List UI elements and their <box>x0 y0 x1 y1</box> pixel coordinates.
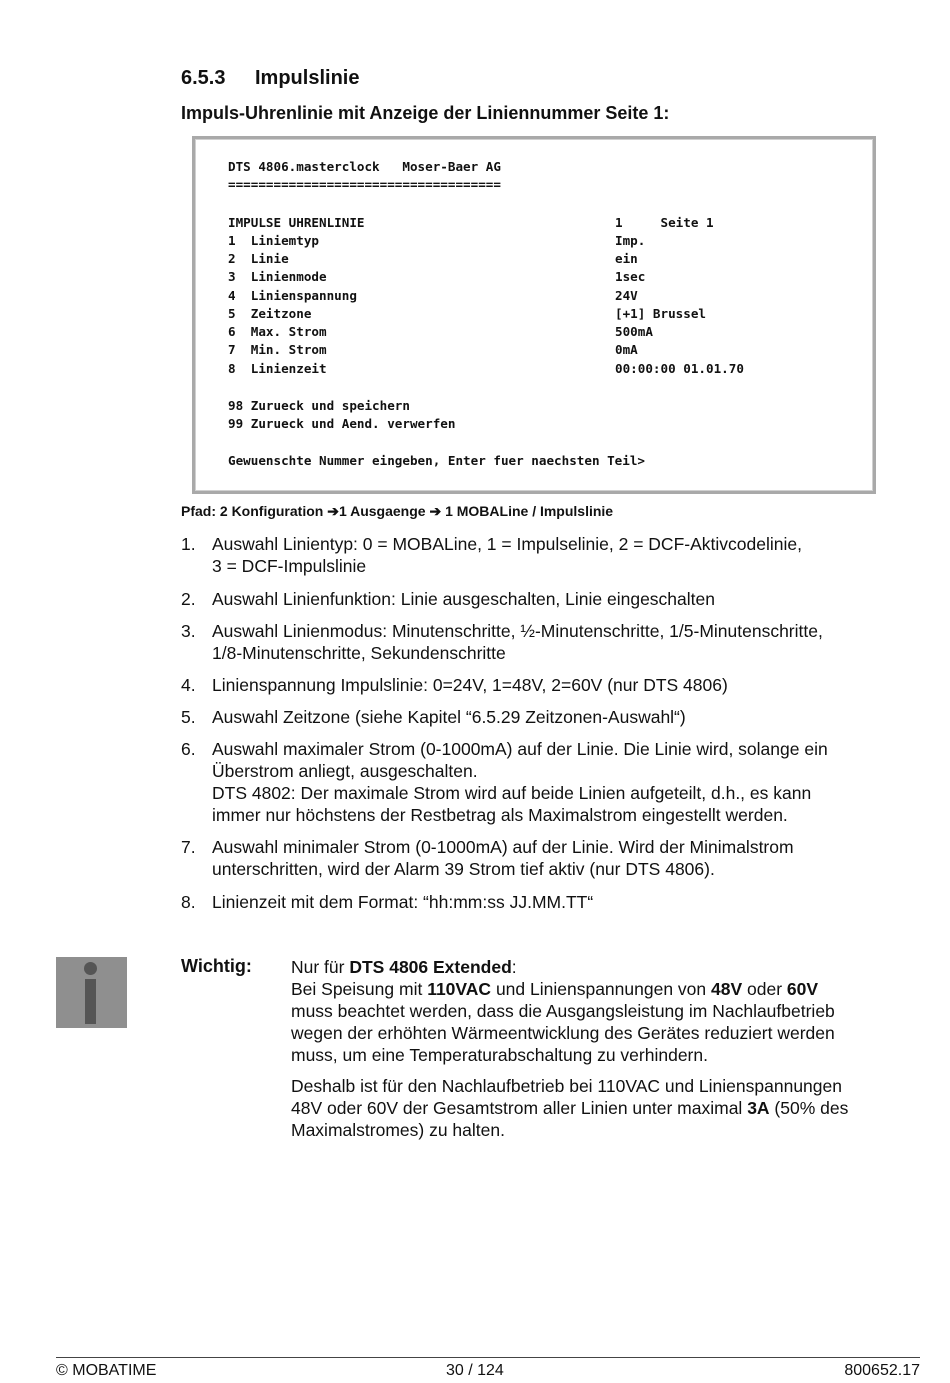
terminal-row-value: [+1] Brussel <box>615 306 706 321</box>
list-item <box>181 620 921 664</box>
list-item-text: 1/8-Minutenschritte, Sekundenschritte <box>212 643 506 663</box>
list-item-text: Linienzeit mit dem Format: “hh:mm:ss JJ.MM.TT“ <box>212 892 594 912</box>
note-text: Maximalstromes) zu halten. <box>291 1120 505 1140</box>
terminal-row-label: 3 Linienmode <box>228 269 327 284</box>
terminal-row-label: 4 Linienspannung <box>228 288 357 303</box>
list-item-text: Auswahl Linientyp: 0 = MOBALine, 1 = Impulselinie, 2 = DCF-Aktivcodelinie, <box>212 534 802 554</box>
list-item-number: 1. <box>181 534 196 554</box>
terminal-row-value: ein <box>615 251 638 266</box>
note-bold-text: DTS 4806 Extended <box>349 957 512 977</box>
list-item-text: Auswahl Linienfunktion: Linie ausgeschalten, Linie eingeschalten <box>212 589 715 609</box>
terminal-row-label: 7 Min. Strom <box>228 342 327 357</box>
terminal-row-label: 6 Max. Strom <box>228 324 327 339</box>
terminal-row-label: 8 Linienzeit <box>228 361 327 376</box>
list-item <box>181 891 921 913</box>
list-item-number: 7. <box>181 837 196 857</box>
list-item-text: Auswahl minimaler Strom (0-1000mA) auf der Linie. Wird der Minimalstrom <box>212 837 794 857</box>
terminal-row-label: 1 Liniemtyp <box>228 233 319 248</box>
footer-divider <box>56 1357 920 1358</box>
note-text: muss beachtet werden, dass die Ausgangsleistung im Nachlaufbetrieb <box>291 1001 835 1021</box>
list-item <box>181 706 921 728</box>
note-paragraph-2 <box>291 1075 911 1141</box>
terminal-save-option: 98 Zurueck und speichern <box>228 398 410 413</box>
footer-page-number: 30 / 124 <box>446 1362 504 1379</box>
section-title: Impulslinie <box>255 67 360 89</box>
note-bold-text: 110VAC <box>427 979 492 999</box>
note-text: oder <box>742 979 787 999</box>
list-item <box>181 738 921 826</box>
note-text: Bei Speisung mit <box>291 979 428 999</box>
terminal-separator: ==================================== <box>228 177 501 192</box>
note-bold-text: 48V <box>711 979 743 999</box>
footer-copyright: © MOBATIME <box>56 1362 157 1379</box>
list-item-text: 3 = DCF-Impulslinie <box>212 556 367 576</box>
list-item-text: Auswahl maximaler Strom (0-1000mA) auf der Linie. Die Linie wird, solange ein <box>212 739 828 759</box>
section-number: 6.5.3 <box>181 67 226 89</box>
terminal-row-value: 500mA <box>615 324 653 339</box>
terminal-header: DTS 4806.masterclock Moser-Baer AG <box>228 159 501 174</box>
note-text: : <box>511 957 517 977</box>
list-item-number: 2. <box>181 589 196 609</box>
terminal-row-label: 2 Linie <box>228 251 289 266</box>
note-text: (50% des <box>769 1098 849 1118</box>
terminal-row-value: 00:00:00 01.01.70 <box>615 361 744 376</box>
section-heading <box>181 67 359 90</box>
footer-document-number: 800652.17 <box>844 1362 920 1379</box>
list-item <box>181 674 921 696</box>
list-item-text: Auswahl Zeitzone (siehe Kapitel “6.5.29 Zeitzonen-Auswahl“) <box>212 707 686 727</box>
note-text: wegen der erhöhten Wärmeentwicklung des Gerätes reduziert werden <box>291 1023 835 1043</box>
terminal-row-value: Imp. <box>615 233 646 248</box>
list-item-text: immer nur höchstens der Restbetrag als Maximalstrom eingestellt werden. <box>212 805 788 825</box>
list-item <box>181 533 921 577</box>
note-bold-text: 60V <box>786 979 819 999</box>
note-text: Nur für <box>291 957 350 977</box>
list-item <box>181 588 921 610</box>
terminal-row-value: 24V <box>615 288 638 303</box>
note-paragraph-1 <box>291 956 911 1066</box>
note-text: und Linienspannungen von <box>491 979 711 999</box>
list-item-text: unterschritten, wird der Alarm 39 Strom tief aktiv (nur DTS 4806). <box>212 859 715 879</box>
note-text: 48V oder 60V der Gesamtstrom aller Linien unter maximal <box>291 1098 748 1118</box>
terminal-title: IMPULSE UHRENLINIE <box>228 215 365 230</box>
list-item-text: Auswahl Linienmodus: Minutenschritte, ½-Minutenschritte, 1/5-Minutenschritte, <box>212 621 823 641</box>
terminal-row-label: 5 Zeitzone <box>228 306 312 321</box>
list-item-number: 5. <box>181 707 196 727</box>
list-item-number: 6. <box>181 739 196 759</box>
terminal-discard-option: 99 Zurueck und Aend. verwerfen <box>228 416 456 431</box>
list-item-text: DTS 4802: Der maximale Strom wird auf beide Linien aufgeteilt, d.h., es kann <box>212 783 812 803</box>
terminal-row-value: 0mA <box>615 342 638 357</box>
note-bold-text: 3A <box>747 1098 770 1118</box>
list-item-number: 4. <box>181 675 196 695</box>
list-item-number: 3. <box>181 621 196 641</box>
terminal-screen <box>192 136 876 494</box>
note-label: Wichtig: <box>181 956 252 976</box>
subheading: Impuls-Uhrenlinie mit Anzeige der Liniennummer Seite 1: <box>181 103 670 123</box>
terminal-prompt: Gewuenschte Nummer eingeben, Enter fuer naechsten Teil> <box>228 453 646 468</box>
menu-path: Pfad: 2 Konfiguration ➔1 Ausgaenge ➔ 1 MOBALine / Impulslinie <box>181 503 614 519</box>
terminal-title-value: 1 Seite 1 <box>615 215 714 230</box>
note-text: Deshalb ist für den Nachlaufbetrieb bei 110VAC und Linienspannungen <box>291 1076 842 1096</box>
list-item-text: Überstrom anliegt, ausgeschalten. <box>212 761 478 781</box>
info-icon <box>56 957 127 1028</box>
list-item-text: Linienspannung Impulslinie: 0=24V, 1=48V, 2=60V (nur DTS 4806) <box>212 675 728 695</box>
terminal-row-value: 1sec <box>615 269 646 284</box>
list-item <box>181 836 921 880</box>
list-item-number: 8. <box>181 892 196 912</box>
note-text: muss, um eine Temperaturabschaltung zu verhindern. <box>291 1045 708 1065</box>
